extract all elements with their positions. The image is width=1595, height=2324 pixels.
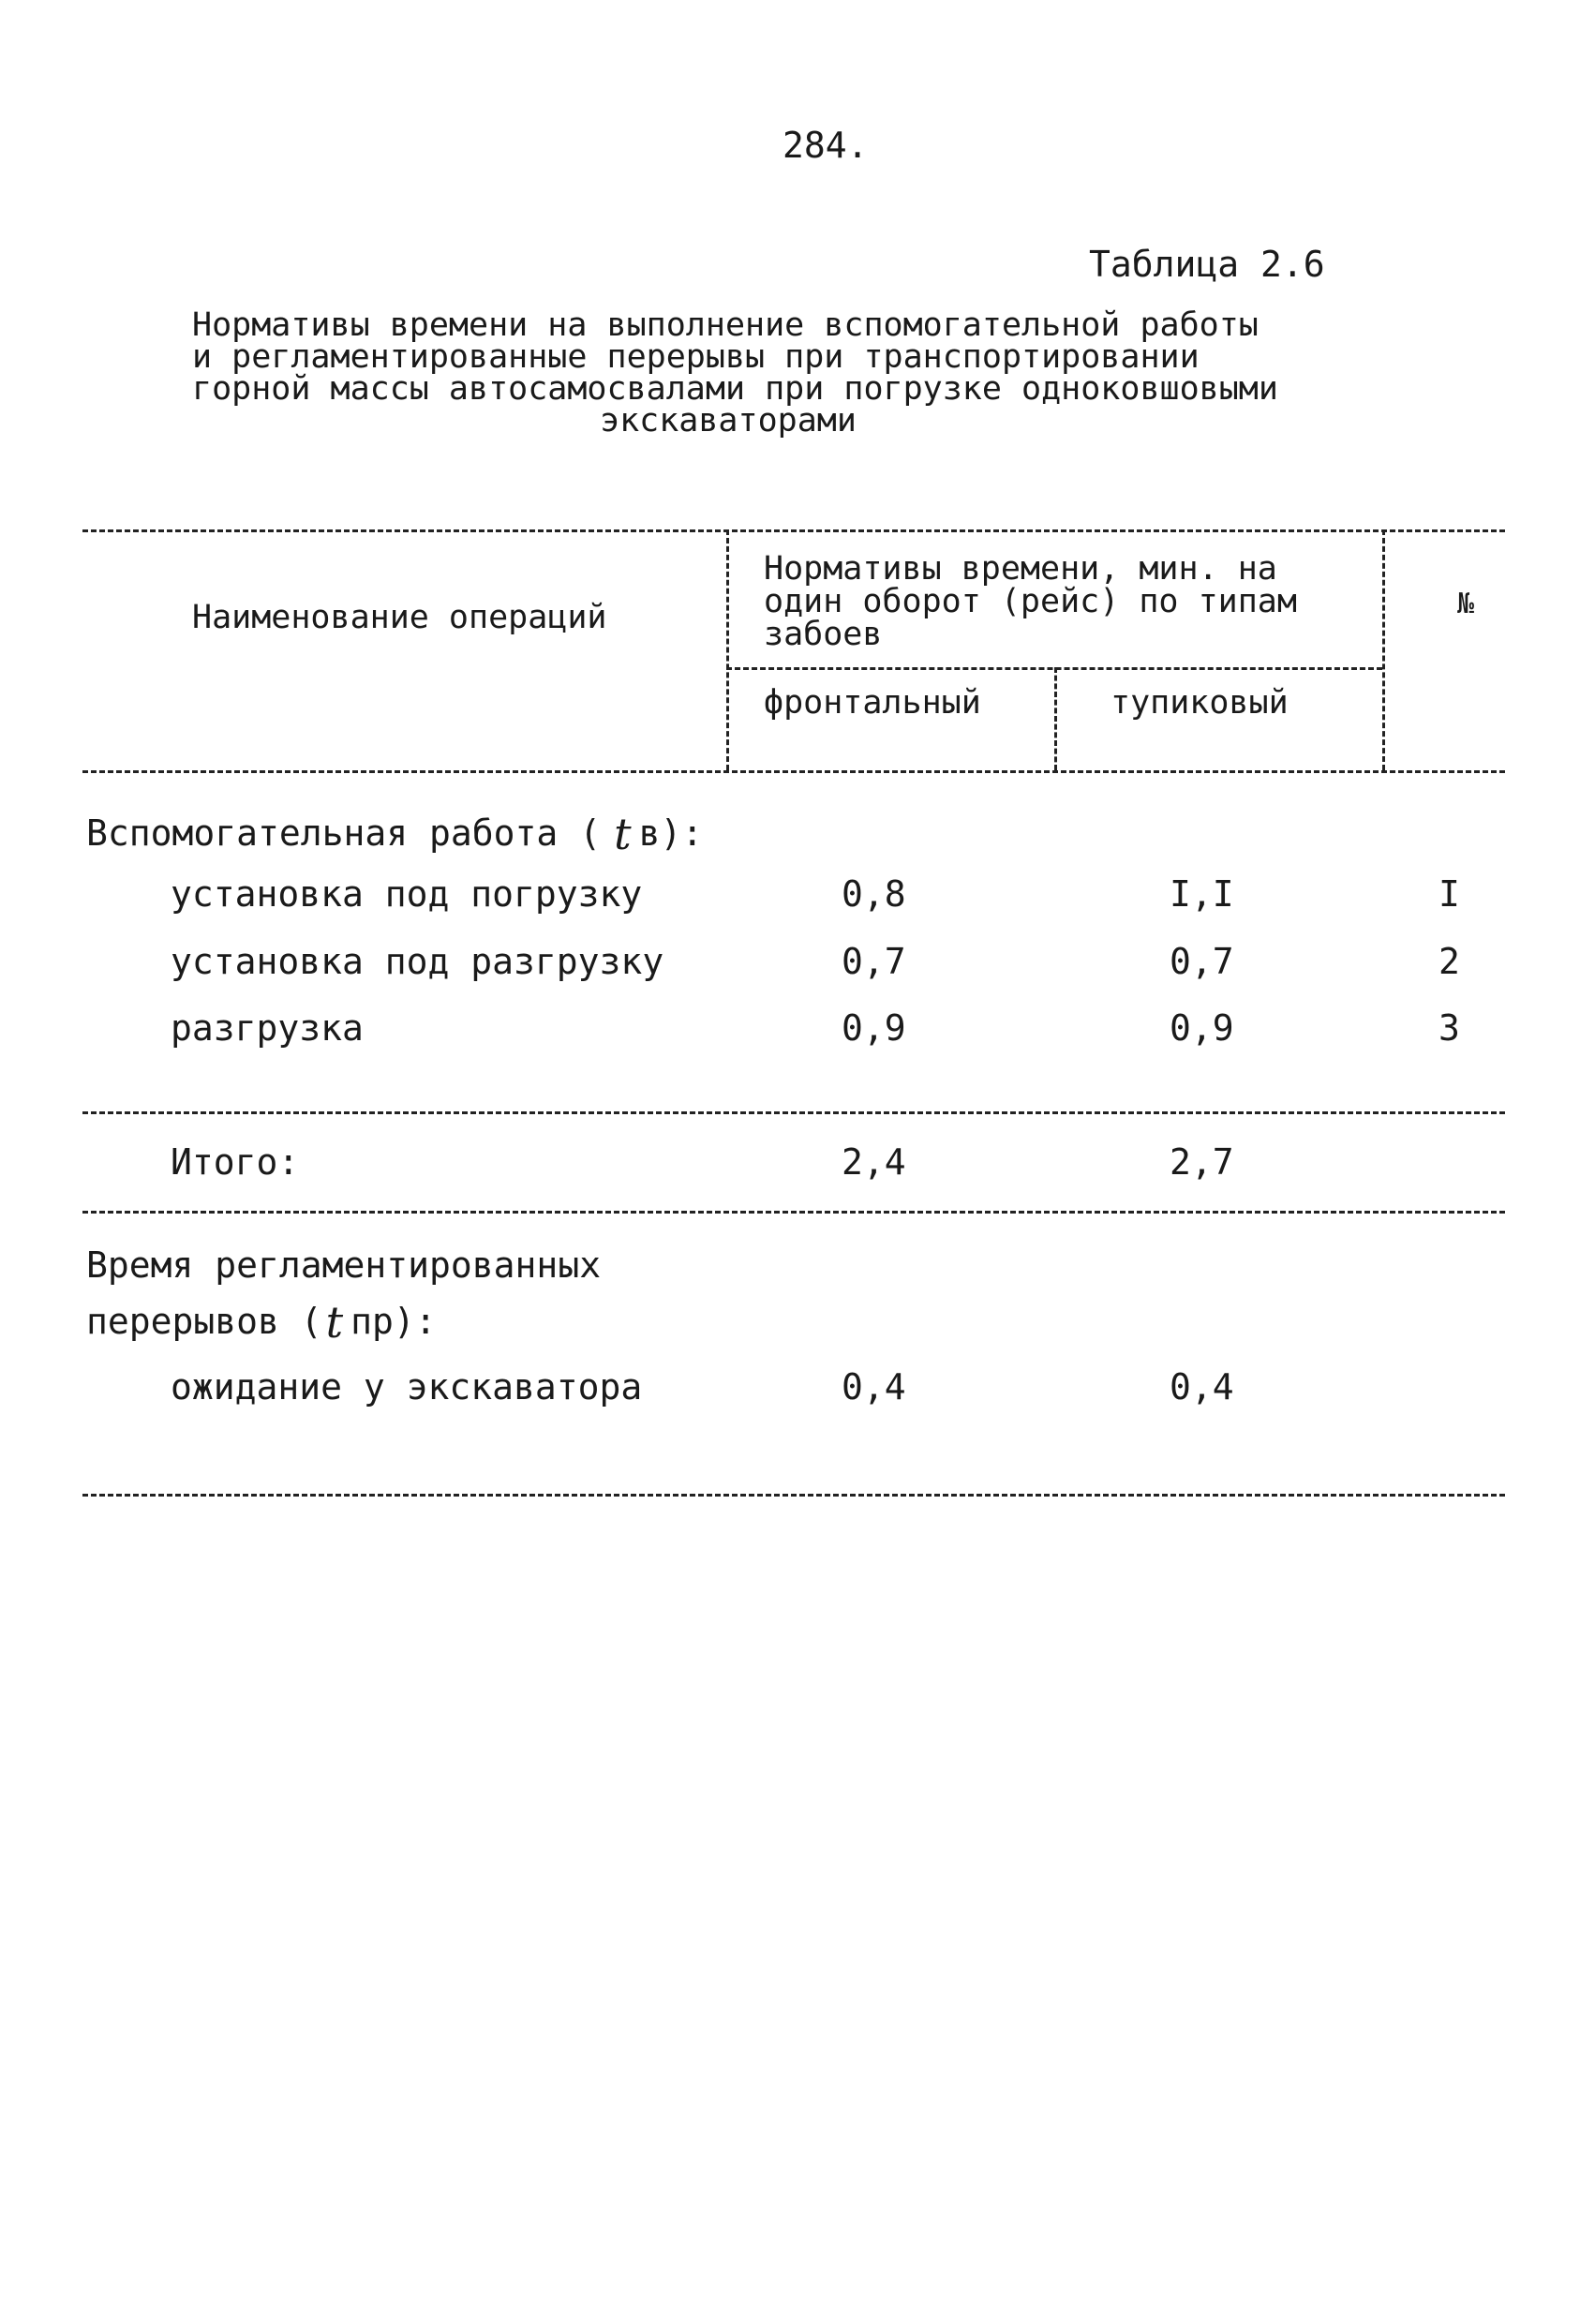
total-deadend: 2,7 xyxy=(1170,1141,1234,1183)
aux-row-name: установка под разгрузку xyxy=(171,941,664,982)
aux-row-frontal: 0,9 xyxy=(842,1007,906,1049)
header-frontal: фронтальный xyxy=(764,684,981,722)
aux-row-name: разгрузка xyxy=(171,1007,364,1049)
breaks-title-sub: пр): xyxy=(350,1301,437,1342)
total-top-rule xyxy=(82,1111,1505,1114)
header-norms-line: забоев xyxy=(764,616,883,653)
header-bottom-rule xyxy=(82,770,1505,773)
aux-section-title xyxy=(86,809,704,859)
t-symbol: t xyxy=(325,1297,344,1348)
breaks-row-deadend: 0,4 xyxy=(1170,1366,1234,1408)
title-line: экскаваторами xyxy=(600,402,857,439)
aux-row-number: I xyxy=(1438,873,1460,915)
breaks-title-line2 xyxy=(86,1297,437,1348)
aux-row-deadend: 0,9 xyxy=(1170,1007,1234,1049)
breaks-row-frontal: 0,4 xyxy=(842,1366,906,1408)
header-divider-middle xyxy=(1054,667,1057,770)
title-line: горной массы автосамосвалами при погрузке одноковшовыми xyxy=(192,370,1278,408)
table-bottom-rule xyxy=(82,1494,1505,1497)
aux-row-number: 2 xyxy=(1438,941,1460,982)
aux-row-deadend: I,I xyxy=(1170,873,1234,915)
header-operations: Наименование операций xyxy=(192,599,607,636)
t-symbol: t xyxy=(614,809,632,859)
table-label: Таблица 2.6 xyxy=(1089,244,1325,285)
breaks-title-line1: Время регламентированных xyxy=(86,1244,602,1286)
aux-row-frontal: 0,8 xyxy=(842,873,906,915)
header-number: № xyxy=(1457,588,1475,620)
header-norms-line: один оборот (рейс) по типам xyxy=(764,583,1297,620)
aux-title-prefix: Вспомогательная работа ( xyxy=(86,812,602,854)
title-line: и регламентированные перерывы при транспортировании xyxy=(192,338,1200,376)
breaks-title-prefix: перерывов ( xyxy=(86,1301,322,1342)
aux-row-frontal: 0,7 xyxy=(842,941,906,982)
header-deadend: тупиковый xyxy=(1111,684,1289,722)
total-label: Итого: xyxy=(171,1141,300,1183)
aux-row-number: 3 xyxy=(1438,1007,1460,1049)
title-line: Нормативы времени на выполнение вспомогательной работы xyxy=(192,306,1259,344)
page-number: 284. xyxy=(783,125,869,166)
table-top-rule xyxy=(82,529,1505,532)
aux-row-deadend: 0,7 xyxy=(1170,941,1234,982)
aux-title-sub: в): xyxy=(638,812,704,854)
total-bottom-rule xyxy=(82,1211,1505,1214)
header-divider-right xyxy=(1382,529,1385,770)
aux-row-name: установка под погрузку xyxy=(171,873,643,915)
header-divider-left xyxy=(726,529,729,770)
table-title xyxy=(192,306,1278,439)
breaks-row-name: ожидание у экскаватора xyxy=(171,1366,643,1408)
total-frontal: 2,4 xyxy=(842,1141,906,1183)
header-norms-line: Нормативы времени, мин. на xyxy=(764,550,1277,588)
